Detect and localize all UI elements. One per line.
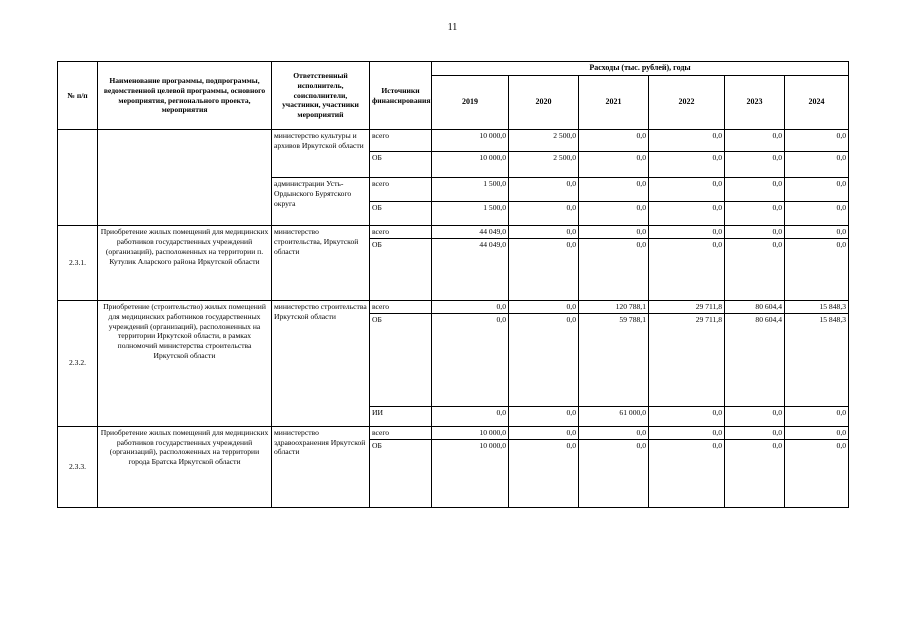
cell-2019: 10 000,0 xyxy=(432,426,509,439)
cell-2020: 0,0 xyxy=(509,406,579,426)
cell-2024: 0,0 xyxy=(785,439,849,507)
cell-2021: 0,0 xyxy=(579,130,649,152)
cell-2020: 0,0 xyxy=(509,202,579,226)
row-source: всего xyxy=(370,178,432,202)
row-source: ОБ xyxy=(370,238,432,300)
cell-2020: 0,0 xyxy=(509,238,579,300)
header-year-2019: 2019 xyxy=(432,76,509,130)
row-responsible: министерство здравоохранения Иркутской области xyxy=(272,426,370,507)
cell-2019: 10 000,0 xyxy=(432,130,509,152)
cell-2021: 0,0 xyxy=(579,238,649,300)
cell-2020: 0,0 xyxy=(509,226,579,239)
row-source: ОБ xyxy=(370,152,432,178)
row-source: ОБ xyxy=(370,439,432,507)
cell-2022: 29 711,8 xyxy=(649,313,725,406)
program-table xyxy=(57,61,849,508)
row-num xyxy=(58,130,98,226)
header-year-2023: 2023 xyxy=(725,76,785,130)
cell-2021: 59 788,1 xyxy=(579,313,649,406)
row-source: ОБ xyxy=(370,202,432,226)
cell-2023: 0,0 xyxy=(725,406,785,426)
cell-2024: 15 848,3 xyxy=(785,313,849,406)
cell-2019: 44 049,0 xyxy=(432,238,509,300)
cell-2019: 0,0 xyxy=(432,300,509,313)
cell-2020: 2 500,0 xyxy=(509,130,579,152)
row-source: всего xyxy=(370,426,432,439)
cell-2024: 15 848,3 xyxy=(785,300,849,313)
cell-2020: 0,0 xyxy=(509,178,579,202)
cell-2019: 44 049,0 xyxy=(432,226,509,239)
row-num: 2.3.2. xyxy=(58,300,98,426)
cell-2020: 0,0 xyxy=(509,439,579,507)
cell-2020: 0,0 xyxy=(509,426,579,439)
cell-2019: 10 000,0 xyxy=(432,152,509,178)
cell-2024: 0,0 xyxy=(785,130,849,152)
cell-2023: 0,0 xyxy=(725,178,785,202)
cell-2023: 0,0 xyxy=(725,152,785,178)
row-source: ОБ xyxy=(370,313,432,406)
row-source: всего xyxy=(370,226,432,239)
header-year-2022: 2022 xyxy=(649,76,725,130)
header-source: Источники финансирования xyxy=(370,62,432,130)
row-source: ИИ xyxy=(370,406,432,426)
cell-2024: 0,0 xyxy=(785,226,849,239)
cell-2023: 80 604,4 xyxy=(725,300,785,313)
cell-2021: 120 788,1 xyxy=(579,300,649,313)
cell-2020: 0,0 xyxy=(509,300,579,313)
cell-2021: 61 000,0 xyxy=(579,406,649,426)
cell-2021: 0,0 xyxy=(579,439,649,507)
cell-2021: 0,0 xyxy=(579,202,649,226)
cell-2023: 0,0 xyxy=(725,202,785,226)
cell-2019: 0,0 xyxy=(432,406,509,426)
row-num: 2.3.1. xyxy=(58,226,98,301)
cell-2023: 0,0 xyxy=(725,426,785,439)
cell-2019: 1 500,0 xyxy=(432,178,509,202)
table-row xyxy=(58,426,849,439)
cell-2022: 0,0 xyxy=(649,426,725,439)
cell-2022: 0,0 xyxy=(649,226,725,239)
cell-2024: 0,0 xyxy=(785,406,849,426)
cell-2022: 0,0 xyxy=(649,130,725,152)
cell-2024: 0,0 xyxy=(785,238,849,300)
table-row xyxy=(58,226,849,239)
header-year-2024: 2024 xyxy=(785,76,849,130)
cell-2024: 0,0 xyxy=(785,202,849,226)
cell-2023: 0,0 xyxy=(725,238,785,300)
header-responsible: Ответственный исполнитель, соисполнители, участники, участники мероприятий xyxy=(272,62,370,130)
cell-2020: 2 500,0 xyxy=(509,152,579,178)
cell-2019: 1 500,0 xyxy=(432,202,509,226)
cell-2023: 0,0 xyxy=(725,130,785,152)
cell-2023: 0,0 xyxy=(725,226,785,239)
table-row xyxy=(58,300,849,313)
row-name: Приобретение жилых помещений для медицинских работников государственных учреждений (организаций), расположенных на территории п. Кутулик Аларского района Иркутской области xyxy=(98,226,272,301)
row-responsible: министерство строительства Иркутской области xyxy=(272,300,370,426)
row-responsible: администрации Усть-Ордынского Бурятского округа xyxy=(272,178,370,226)
row-name xyxy=(98,130,272,226)
row-source: всего xyxy=(370,130,432,152)
row-name: Приобретение (строительство) жилых помещений для медицинских работников государственных учреждений (организаций), расположенных на территории Иркутской области, в рамках полномочий министерства строительства Иркутской области xyxy=(98,300,272,426)
header-name: Наименование программы, подпрограммы, ведомственной целевой программы, основного мероприятия, регионального проекта, мероприятия xyxy=(98,62,272,130)
cell-2022: 0,0 xyxy=(649,406,725,426)
page-number: 11 xyxy=(447,22,458,33)
table-row xyxy=(58,130,849,152)
row-name: Приобретение жилых помещений для медицинских работников государственных учреждений (организаций), расположенных на территории города Братска Иркутской области xyxy=(98,426,272,507)
cell-2022: 0,0 xyxy=(649,152,725,178)
cell-2022: 0,0 xyxy=(649,178,725,202)
cell-2024: 0,0 xyxy=(785,178,849,202)
cell-2022: 0,0 xyxy=(649,202,725,226)
cell-2023: 0,0 xyxy=(725,439,785,507)
cell-2022: 29 711,8 xyxy=(649,300,725,313)
header-year-2020: 2020 xyxy=(509,76,579,130)
header-num: № п/п xyxy=(58,62,98,130)
cell-2021: 0,0 xyxy=(579,226,649,239)
cell-2020: 0,0 xyxy=(509,313,579,406)
row-responsible: министерство культуры и архивов Иркутской области xyxy=(272,130,370,178)
cell-2023: 80 604,4 xyxy=(725,313,785,406)
cell-2024: 0,0 xyxy=(785,152,849,178)
cell-2021: 0,0 xyxy=(579,426,649,439)
row-responsible: министерство строительства, Иркутской области xyxy=(272,226,370,301)
cell-2022: 0,0 xyxy=(649,439,725,507)
cell-2019: 10 000,0 xyxy=(432,439,509,507)
cell-2019: 0,0 xyxy=(432,313,509,406)
cell-2024: 0,0 xyxy=(785,426,849,439)
header-expenses: Расходы (тыс. рублей), годы xyxy=(432,62,849,76)
row-num: 2.3.3. xyxy=(58,426,98,507)
header-year-2021: 2021 xyxy=(579,76,649,130)
cell-2021: 0,0 xyxy=(579,152,649,178)
row-source: всего xyxy=(370,300,432,313)
cell-2022: 0,0 xyxy=(649,238,725,300)
cell-2021: 0,0 xyxy=(579,178,649,202)
